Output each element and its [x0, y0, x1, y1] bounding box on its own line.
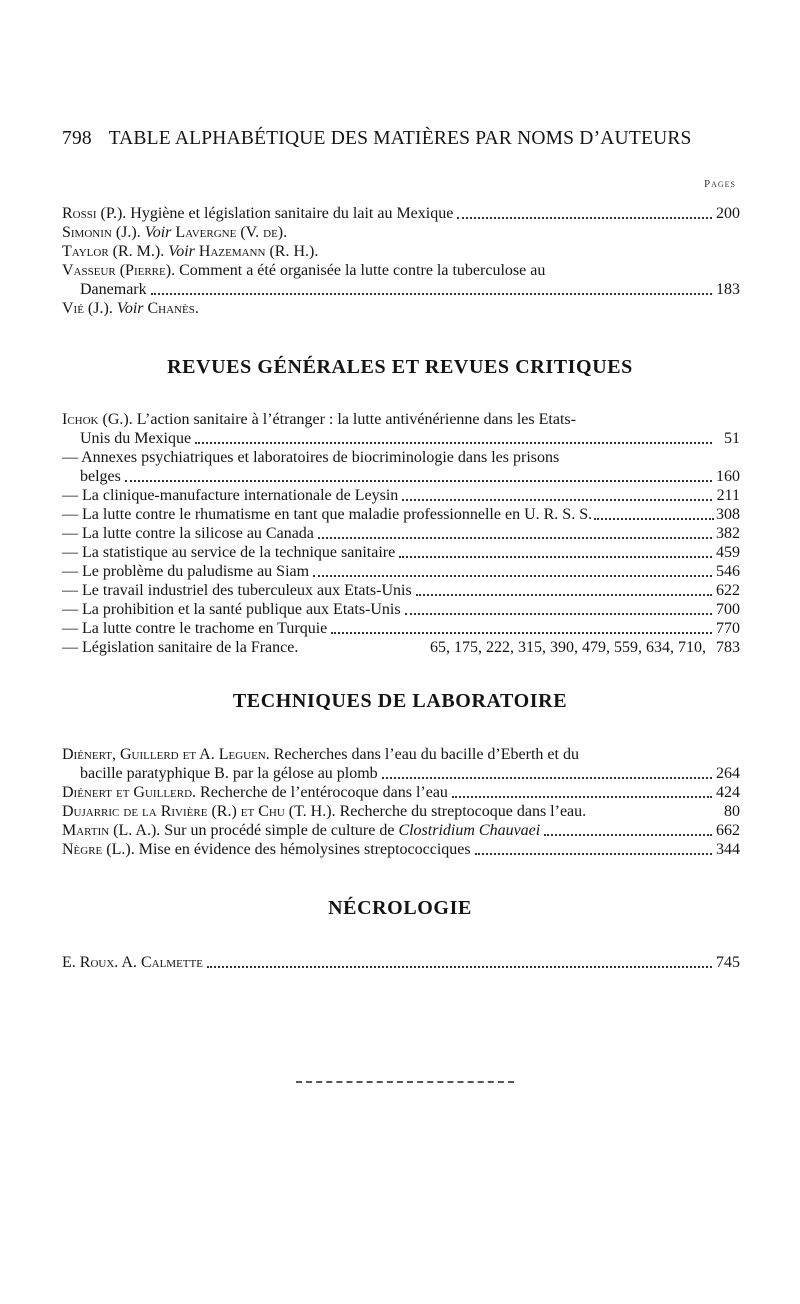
cross-reference: Chanès. [147, 300, 199, 317]
entry-title-continued: belges [80, 468, 121, 485]
page-ref: 622 [716, 582, 740, 599]
entry-title: Recherches dans l’eau du bacille d’Eberth et du [273, 746, 579, 763]
index-entry [62, 953, 740, 972]
author-name: Diénert, Guillerd et A. Leguen. [62, 746, 270, 763]
entry-title: Recherche du streptocoque dans l’eau. [339, 803, 587, 820]
dot-leader [382, 776, 712, 779]
dot-leader [416, 593, 712, 596]
page-ref: 662 [716, 822, 740, 839]
see-reference-label: Voir [116, 300, 144, 317]
author-name: Vasseur (Pierre). [62, 262, 176, 279]
entry-title-continued: Danemark [80, 281, 147, 298]
author-name: Diénert et Guillerd. [62, 784, 197, 801]
index-entry [62, 486, 740, 505]
see-reference-label: Voir [168, 243, 195, 260]
pages-column-label: Pages [703, 178, 736, 190]
author-name: E. Roux. A. Calmette [62, 954, 203, 971]
index-entry [62, 524, 740, 543]
entry-title: Sur un procédé simple de culture de [164, 822, 395, 839]
page-ref: 51 [724, 430, 740, 447]
entry-title: — Législation sanitaire de la France. [62, 639, 299, 656]
dot-leader [125, 479, 712, 482]
page-ref: 160 [716, 468, 740, 485]
page-ref: 382 [716, 525, 740, 542]
index-entry [62, 600, 740, 619]
entry-title: — La prohibition et la santé publique aux Etats-Unis [62, 601, 401, 618]
author-name: Nègre (L.). [62, 841, 135, 858]
entry-title: Mise en évidence des hémolysines streptococciques [138, 841, 471, 858]
entry-title: — Le travail industriel des tuberculeux aux Etats-Unis [62, 582, 412, 599]
author-name: Taylor (R. M.). [62, 243, 165, 260]
entry-title: Comment a été organisée la lutte contre la tuberculose au [179, 262, 546, 279]
page-ref: 745 [716, 954, 740, 971]
dot-leader [207, 965, 712, 968]
entry-title: — La lutte contre le trachome en Turquie [62, 620, 328, 637]
section-heading-revues: REVUES GÉNÉRALES ET REVUES CRITIQUES [167, 356, 633, 378]
author-name: Martin (L. A.). [62, 822, 161, 839]
page-ref: 308 [716, 506, 740, 523]
see-reference-label: Voir [144, 224, 172, 241]
entry-title: — Annexes psychiatriques et laboratoires de biocriminologie dans les prisons [62, 449, 560, 466]
author-name: Rossi (P.). [62, 205, 127, 222]
index-entry [62, 745, 740, 783]
index-entry [62, 448, 740, 486]
author-name: Vié (J.). [62, 300, 113, 317]
entry-title: Recherche de l’entérocoque dans l’eau [200, 784, 448, 801]
index-entry [62, 581, 740, 600]
page-ref: 783 [716, 639, 740, 656]
entry-title: — La lutte contre le rhumatisme en tant que maladie professionnelle en U. R. S. S. [62, 506, 593, 523]
entry-title-continued: bacille paratyphique B. par la gélose au plomb [80, 765, 378, 782]
section-heading-necrologie: NÉCROLOGIE [328, 897, 472, 919]
dot-leader [318, 536, 712, 539]
index-entry [62, 821, 740, 840]
entry-title: — Le problème du paludisme au Siam [62, 563, 310, 580]
entry-title-continued: Unis du Mexique [80, 430, 192, 447]
dot-leader [399, 555, 712, 558]
dot-leader [313, 574, 712, 577]
index-entry [62, 505, 740, 524]
running-head [62, 128, 742, 150]
page-ref-list: 65, 175, 222, 315, 390, 479, 559, 634, 710, [430, 639, 706, 656]
page-ref: 200 [716, 205, 740, 222]
page-ref: 770 [716, 620, 740, 637]
index-entry [62, 261, 740, 299]
cross-reference: Hazemann (R. H.). [198, 243, 319, 260]
page-ref: 183 [716, 281, 740, 298]
dot-leader [405, 612, 712, 615]
index-entry [62, 410, 740, 448]
index-entry [62, 840, 740, 859]
closing-rule [296, 1081, 514, 1083]
entry-title: — La statistique au service de la technique sanitaire [62, 544, 396, 561]
index-entry [62, 562, 740, 581]
dot-leader [151, 292, 712, 295]
index-entry [62, 543, 740, 562]
index-entry [62, 242, 740, 261]
dot-leader [452, 795, 712, 798]
page-ref: 80 [724, 803, 740, 820]
author-name: Dujarric de la Rivière (R.) et Chu (T. H.). [62, 803, 336, 820]
page-ref: 546 [716, 563, 740, 580]
dot-leader [331, 631, 712, 634]
index-entry [62, 204, 740, 223]
page-title: TABLE ALPHABÉTIQUE DES MATIÈRES PAR NOMS D’AUTEURS [108, 128, 692, 149]
index-entry [62, 802, 740, 821]
species-name: Clostridium Chauvaei [398, 822, 541, 839]
entry-title: — La clinique-manufacture internationale de Leysin [62, 487, 399, 504]
dot-leader [457, 216, 712, 219]
dot-leader [544, 833, 712, 836]
entry-title: L’action sanitaire à l’étranger : la lutte antivénérienne dans les Etats- [136, 411, 576, 428]
index-entry [62, 619, 740, 638]
page-ref: 264 [716, 765, 740, 782]
entry-title: Hygiène et législation sanitaire du lait au Mexique [130, 205, 454, 222]
cross-reference: Lavergne (V. de). [175, 224, 288, 241]
dot-leader [594, 517, 714, 520]
index-entry [62, 783, 740, 802]
page-ref: 424 [716, 784, 740, 801]
author-name: Ichok (G.). [62, 411, 133, 428]
page-ref: 700 [716, 601, 740, 618]
index-entry [62, 223, 740, 242]
entry-title: — La lutte contre la silicose au Canada [62, 525, 314, 542]
index-entry [62, 299, 740, 318]
dot-leader [402, 498, 712, 501]
page-ref: 344 [716, 841, 740, 858]
dot-leader [195, 441, 712, 444]
page-number: 798 [62, 128, 92, 149]
author-name: Simonin (J.). [62, 224, 141, 241]
dot-leader [475, 852, 712, 855]
page-ref: 211 [716, 487, 740, 504]
index-entry [62, 638, 740, 657]
page-ref: 459 [716, 544, 740, 561]
section-heading-techniques: TECHNIQUES DE LABORATOIRE [232, 690, 568, 712]
